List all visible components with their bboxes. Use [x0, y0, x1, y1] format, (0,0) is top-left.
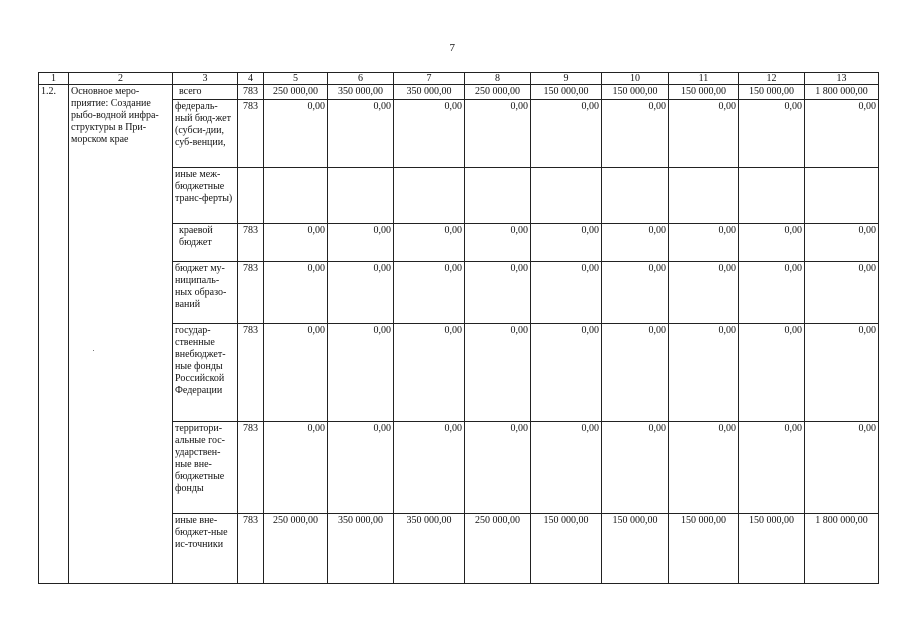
value-cell: 0,00	[669, 422, 739, 514]
value-cell	[805, 168, 879, 224]
value-cell: 0,00	[465, 324, 531, 422]
value-cell: 0,00	[531, 224, 602, 262]
value-cell: 250 000,00	[264, 85, 328, 100]
column-number: 1	[39, 73, 69, 85]
value-cell: 0,00	[328, 422, 394, 514]
column-number: 5	[264, 73, 328, 85]
value-cell: 1 800 000,00	[805, 514, 879, 584]
funding-source: бюджет му-ниципаль-ных образо-ваний	[173, 262, 238, 324]
value-cell: 0,00	[465, 262, 531, 324]
value-cell: 0,00	[805, 224, 879, 262]
column-number: 12	[739, 73, 805, 85]
value-cell: 0,00	[264, 100, 328, 168]
value-cell: 0,00	[805, 262, 879, 324]
value-cell: 350 000,00	[394, 85, 465, 100]
value-cell: 0,00	[602, 324, 669, 422]
value-cell: 150 000,00	[602, 514, 669, 584]
value-cell: 0,00	[264, 324, 328, 422]
column-number: 8	[465, 73, 531, 85]
value-cell: 0,00	[531, 422, 602, 514]
column-number: 11	[669, 73, 739, 85]
value-cell: 150 000,00	[531, 514, 602, 584]
page-number: 7	[449, 42, 456, 54]
value-cell: 0,00	[669, 262, 739, 324]
value-cell	[531, 168, 602, 224]
code-cell	[238, 168, 264, 224]
value-cell: 250 000,00	[465, 514, 531, 584]
activity-title: Основное меро-приятие: Создание рыбо-водной инфра-структуры в При-морском крае	[69, 85, 173, 584]
value-cell: 250 000,00	[465, 85, 531, 100]
value-cell: 0,00	[805, 324, 879, 422]
funding-source: государ-ственные внебюджет-ные фонды Российской Федерации	[173, 324, 238, 422]
value-cell: 0,00	[531, 262, 602, 324]
column-number: 10	[602, 73, 669, 85]
value-cell	[602, 168, 669, 224]
value-cell	[328, 168, 394, 224]
value-cell: 1 800 000,00	[805, 85, 879, 100]
funding-source: иные меж-бюджетные транс-ферты)	[173, 168, 238, 224]
column-number: 9	[531, 73, 602, 85]
value-cell: 0,00	[394, 422, 465, 514]
column-number-row	[39, 73, 879, 85]
code-cell: 783	[238, 422, 264, 514]
value-cell: 0,00	[394, 324, 465, 422]
value-cell: 0,00	[739, 422, 805, 514]
scan-speck	[93, 350, 94, 351]
funding-source: территори-альные гос-ударствен-ные вне-бюджетные фонды	[173, 422, 238, 514]
value-cell: 0,00	[805, 422, 879, 514]
value-cell: 0,00	[602, 262, 669, 324]
value-cell: 0,00	[531, 324, 602, 422]
value-cell: 0,00	[465, 100, 531, 168]
value-cell: 150 000,00	[602, 85, 669, 100]
value-cell: 150 000,00	[739, 85, 805, 100]
code-cell: 783	[238, 224, 264, 262]
value-cell: 0,00	[465, 422, 531, 514]
code-cell: 783	[238, 100, 264, 168]
value-cell: 0,00	[602, 224, 669, 262]
value-cell: 0,00	[805, 100, 879, 168]
value-cell: 0,00	[264, 262, 328, 324]
column-number: 6	[328, 73, 394, 85]
value-cell: 250 000,00	[264, 514, 328, 584]
value-cell: 0,00	[602, 100, 669, 168]
code-cell: 783	[238, 514, 264, 584]
value-cell: 0,00	[264, 422, 328, 514]
value-cell: 0,00	[328, 262, 394, 324]
value-cell: 0,00	[669, 324, 739, 422]
value-cell: 350 000,00	[328, 85, 394, 100]
value-cell: 150 000,00	[739, 514, 805, 584]
funding-source: федераль-ный бюд-жет (субси-дии, суб-венции,	[173, 100, 238, 168]
value-cell: 150 000,00	[669, 514, 739, 584]
column-number: 13	[805, 73, 879, 85]
table-row	[39, 85, 879, 100]
column-number: 4	[238, 73, 264, 85]
code-cell: 783	[238, 85, 264, 100]
funding-table	[38, 72, 879, 584]
funding-source: краевой бюджет	[173, 224, 238, 262]
value-cell: 0,00	[739, 100, 805, 168]
value-cell: 0,00	[264, 224, 328, 262]
value-cell: 150 000,00	[669, 85, 739, 100]
column-number: 7	[394, 73, 465, 85]
value-cell: 350 000,00	[328, 514, 394, 584]
value-cell	[264, 168, 328, 224]
value-cell: 0,00	[531, 100, 602, 168]
value-cell: 0,00	[465, 224, 531, 262]
value-cell: 0,00	[739, 324, 805, 422]
value-cell	[394, 168, 465, 224]
value-cell: 350 000,00	[394, 514, 465, 584]
value-cell: 0,00	[328, 324, 394, 422]
value-cell: 0,00	[328, 224, 394, 262]
value-cell	[465, 168, 531, 224]
value-cell: 0,00	[739, 224, 805, 262]
value-cell: 0,00	[328, 100, 394, 168]
value-cell: 0,00	[602, 422, 669, 514]
code-cell: 783	[238, 262, 264, 324]
column-number: 3	[173, 73, 238, 85]
value-cell: 0,00	[669, 100, 739, 168]
value-cell: 0,00	[394, 100, 465, 168]
code-cell: 783	[238, 324, 264, 422]
value-cell	[669, 168, 739, 224]
value-cell: 0,00	[394, 262, 465, 324]
row-number: 1.2.	[39, 85, 69, 584]
value-cell	[739, 168, 805, 224]
value-cell: 0,00	[739, 262, 805, 324]
value-cell: 150 000,00	[531, 85, 602, 100]
column-number: 2	[69, 73, 173, 85]
value-cell: 0,00	[394, 224, 465, 262]
value-cell: 0,00	[669, 224, 739, 262]
funding-source: всего	[173, 85, 238, 100]
funding-source: иные вне-бюджет-ные ис-точники	[173, 514, 238, 584]
